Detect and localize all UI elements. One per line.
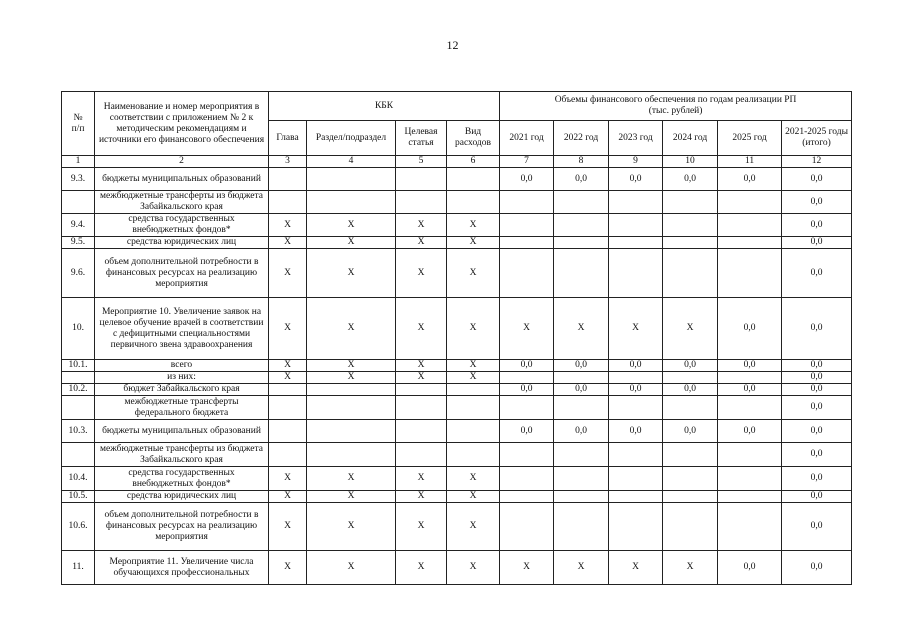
column-number: 7 [500, 156, 554, 168]
row-cell [447, 384, 500, 396]
table-row [62, 298, 852, 360]
row-cell [718, 372, 782, 384]
row-cell [307, 168, 396, 191]
row-cell: X [269, 551, 307, 585]
row-cell: X [447, 237, 500, 249]
row-cell: X [307, 491, 396, 503]
row-cell: X [307, 298, 396, 360]
row-name: всего [95, 360, 269, 372]
row-number: 9.3. [62, 168, 95, 191]
row-cell [663, 237, 718, 249]
column-number: 3 [269, 156, 307, 168]
row-cell [396, 191, 447, 214]
row-cell: 0,0 [782, 503, 852, 551]
row-cell: X [396, 551, 447, 585]
row-cell [718, 249, 782, 298]
row-name: средства государственных внебюджетных фондов* [95, 214, 269, 237]
row-cell: X [396, 491, 447, 503]
row-cell: 0,0 [782, 467, 852, 491]
row-cell: X [447, 491, 500, 503]
row-cell [663, 491, 718, 503]
row-cell [609, 237, 663, 249]
row-cell: 0,0 [782, 384, 852, 396]
row-cell [447, 443, 500, 467]
row-cell: 0,0 [500, 360, 554, 372]
row-cell [500, 237, 554, 249]
row-cell [554, 249, 609, 298]
row-cell [500, 491, 554, 503]
column-number: 5 [396, 156, 447, 168]
row-cell [663, 249, 718, 298]
row-cell [269, 191, 307, 214]
column-number-row [62, 156, 852, 168]
row-cell: X [554, 551, 609, 585]
row-name: бюджеты муниципальных образований [95, 168, 269, 191]
row-cell [718, 396, 782, 420]
row-cell: X [663, 551, 718, 585]
row-cell: 0,0 [782, 360, 852, 372]
row-cell [554, 214, 609, 237]
row-cell: X [307, 551, 396, 585]
table-row [62, 443, 852, 467]
row-cell: 0,0 [554, 168, 609, 191]
row-cell: X [396, 214, 447, 237]
header-year-total: 2021-2025 годы (итого) [782, 121, 852, 156]
row-cell [307, 420, 396, 443]
row-cell: 0,0 [554, 360, 609, 372]
row-name: Мероприятие 10. Увеличение заявок на целевое обучение врачей в соответствии с дефицитными специальностями первичного звена здравоохранения [95, 298, 269, 360]
row-cell: X [269, 372, 307, 384]
table-row [62, 237, 852, 249]
row-cell: 0,0 [554, 420, 609, 443]
row-cell: 0,0 [782, 443, 852, 467]
row-name: Мероприятие 11. Увеличение числа обучающихся профессиональных [95, 551, 269, 585]
row-cell [609, 443, 663, 467]
row-cell [269, 168, 307, 191]
row-cell [718, 443, 782, 467]
column-number: 6 [447, 156, 500, 168]
row-name: бюджеты муниципальных образований [95, 420, 269, 443]
row-cell [718, 467, 782, 491]
column-number: 12 [782, 156, 852, 168]
row-cell [663, 467, 718, 491]
header-kbk: КБК [269, 92, 500, 121]
row-cell: 0,0 [718, 168, 782, 191]
row-cell [718, 214, 782, 237]
row-name: объем дополнительной потребности в финансовых ресурсах на реализацию мероприятия [95, 249, 269, 298]
row-cell [609, 467, 663, 491]
row-cell: 0,0 [718, 298, 782, 360]
row-cell: 0,0 [663, 360, 718, 372]
row-cell [663, 503, 718, 551]
row-cell [396, 384, 447, 396]
row-cell: X [269, 237, 307, 249]
table-row [62, 360, 852, 372]
row-number: 10.6. [62, 503, 95, 551]
row-cell [663, 372, 718, 384]
row-cell [396, 396, 447, 420]
header-razdel: Раздел/подраздел [307, 121, 396, 156]
row-cell [500, 214, 554, 237]
table-row [62, 372, 852, 384]
row-cell [269, 443, 307, 467]
row-cell: 0,0 [782, 372, 852, 384]
row-cell: X [269, 249, 307, 298]
row-number: 9.6. [62, 249, 95, 298]
row-cell [447, 396, 500, 420]
row-name: из них: [95, 372, 269, 384]
row-number: 11. [62, 551, 95, 585]
table-row [62, 467, 852, 491]
row-cell: 0,0 [782, 420, 852, 443]
row-cell: X [609, 551, 663, 585]
row-cell: 0,0 [718, 384, 782, 396]
header-vid: Вид расходов [447, 121, 500, 156]
row-cell [500, 503, 554, 551]
row-cell: X [396, 503, 447, 551]
row-cell: X [663, 298, 718, 360]
row-cell [554, 191, 609, 214]
row-cell: 0,0 [609, 168, 663, 191]
financing-table [61, 91, 852, 585]
row-cell: 0,0 [718, 420, 782, 443]
table-row [62, 249, 852, 298]
header-year-2023: 2023 год [609, 121, 663, 156]
row-cell [663, 214, 718, 237]
row-cell [554, 443, 609, 467]
row-cell: X [396, 237, 447, 249]
header-finance: Объемы финансового обеспечения по годам реализации РП (тыс. рублей) [500, 92, 852, 121]
row-cell: X [500, 551, 554, 585]
table-row [62, 384, 852, 396]
row-cell [718, 237, 782, 249]
row-number: 10.5. [62, 491, 95, 503]
page-number: 12 [446, 38, 459, 52]
row-cell [609, 372, 663, 384]
row-cell [609, 249, 663, 298]
row-cell [718, 503, 782, 551]
column-number: 4 [307, 156, 396, 168]
row-cell: X [396, 360, 447, 372]
row-cell [307, 396, 396, 420]
row-cell: X [447, 551, 500, 585]
header-statya: Целевая статья [396, 121, 447, 156]
row-number: 10.1. [62, 360, 95, 372]
column-number: 11 [718, 156, 782, 168]
table-row [62, 396, 852, 420]
row-cell: X [269, 503, 307, 551]
table-row [62, 214, 852, 237]
column-number: 8 [554, 156, 609, 168]
row-number [62, 191, 95, 214]
row-cell: X [269, 360, 307, 372]
row-cell [554, 491, 609, 503]
row-cell: 0,0 [782, 551, 852, 585]
row-number [62, 372, 95, 384]
table-row [62, 168, 852, 191]
row-number: 10. [62, 298, 95, 360]
row-name: объем дополнительной потребности в финансовых ресурсах на реализацию мероприятия [95, 503, 269, 551]
row-cell [396, 168, 447, 191]
row-name: средства юридических лиц [95, 237, 269, 249]
row-cell [447, 168, 500, 191]
row-number: 9.5. [62, 237, 95, 249]
row-cell: 0,0 [500, 420, 554, 443]
header-year-2022: 2022 год [554, 121, 609, 156]
row-cell [609, 396, 663, 420]
column-number: 1 [62, 156, 95, 168]
row-name: межбюджетные трансферты из бюджета Забайкальского края [95, 443, 269, 467]
row-cell: X [269, 298, 307, 360]
row-cell: X [447, 249, 500, 298]
row-cell: X [500, 298, 554, 360]
row-cell: X [554, 298, 609, 360]
row-cell [500, 443, 554, 467]
row-cell [269, 384, 307, 396]
row-cell [554, 372, 609, 384]
row-cell [718, 491, 782, 503]
row-cell [554, 467, 609, 491]
row-cell [554, 237, 609, 249]
row-cell: 0,0 [609, 360, 663, 372]
row-cell: 0,0 [782, 396, 852, 420]
row-name: межбюджетные трансферты федерального бюджета [95, 396, 269, 420]
row-cell [609, 214, 663, 237]
row-cell [554, 503, 609, 551]
row-cell: X [447, 298, 500, 360]
column-number: 2 [95, 156, 269, 168]
row-cell: X [307, 360, 396, 372]
table-row [62, 551, 852, 585]
header-name: Наименование и номер мероприятия в соответствии с приложением № 2 к методическим рекомендациям и источники его финансового обеспечения [95, 92, 269, 156]
row-number: 9.4. [62, 214, 95, 237]
row-cell [663, 191, 718, 214]
row-cell: X [269, 214, 307, 237]
row-cell: 0,0 [782, 249, 852, 298]
row-cell [447, 191, 500, 214]
row-cell: 0,0 [782, 191, 852, 214]
row-number [62, 396, 95, 420]
row-cell: 0,0 [782, 214, 852, 237]
row-cell [396, 443, 447, 467]
row-cell [718, 191, 782, 214]
row-cell: X [396, 467, 447, 491]
row-number: 10.2. [62, 384, 95, 396]
header-year-2025: 2025 год [718, 121, 782, 156]
row-cell [269, 420, 307, 443]
row-cell: 0,0 [782, 237, 852, 249]
row-number [62, 443, 95, 467]
row-cell: 0,0 [500, 168, 554, 191]
row-cell: 0,0 [782, 491, 852, 503]
row-cell: X [447, 467, 500, 491]
row-cell [554, 396, 609, 420]
row-cell [500, 249, 554, 298]
row-cell: X [396, 372, 447, 384]
row-cell [609, 503, 663, 551]
row-cell [609, 191, 663, 214]
row-cell [396, 420, 447, 443]
row-cell: X [269, 491, 307, 503]
column-number: 9 [609, 156, 663, 168]
row-cell [307, 384, 396, 396]
row-cell [307, 443, 396, 467]
row-cell: X [447, 503, 500, 551]
row-cell: 0,0 [782, 168, 852, 191]
row-cell: X [307, 467, 396, 491]
row-cell: 0,0 [663, 168, 718, 191]
row-cell [500, 467, 554, 491]
row-name: бюджет Забайкальского края [95, 384, 269, 396]
table-row [62, 503, 852, 551]
row-name: межбюджетные трансферты из бюджета Забайкальского края [95, 191, 269, 214]
header-year-2024: 2024 год [663, 121, 718, 156]
row-number: 10.3. [62, 420, 95, 443]
table-body [62, 168, 852, 585]
header-year-2021: 2021 год [500, 121, 554, 156]
row-cell [663, 396, 718, 420]
row-cell: X [307, 214, 396, 237]
row-cell [269, 396, 307, 420]
row-number: 10.4. [62, 467, 95, 491]
row-cell: 0,0 [782, 298, 852, 360]
row-cell [307, 191, 396, 214]
row-cell [447, 420, 500, 443]
row-cell: X [447, 372, 500, 384]
row-cell: X [307, 372, 396, 384]
row-cell: X [307, 237, 396, 249]
row-cell: X [609, 298, 663, 360]
row-cell: X [396, 249, 447, 298]
row-cell: X [307, 503, 396, 551]
row-cell: X [269, 467, 307, 491]
row-cell: 0,0 [500, 384, 554, 396]
header-glava: Глава [269, 121, 307, 156]
row-cell [500, 396, 554, 420]
row-name: средства юридических лиц [95, 491, 269, 503]
row-cell: 0,0 [718, 360, 782, 372]
column-number: 10 [663, 156, 718, 168]
row-cell: 0,0 [663, 420, 718, 443]
row-cell [500, 191, 554, 214]
row-cell: 0,0 [609, 384, 663, 396]
row-cell: 0,0 [663, 384, 718, 396]
row-cell: 0,0 [609, 420, 663, 443]
row-cell [609, 491, 663, 503]
table-row [62, 420, 852, 443]
row-cell: X [396, 298, 447, 360]
row-name: средства государственных внебюджетных фондов* [95, 467, 269, 491]
row-cell: X [307, 249, 396, 298]
row-cell [663, 443, 718, 467]
row-cell: 0,0 [718, 551, 782, 585]
header-num: № п/п [62, 92, 95, 156]
table-row [62, 491, 852, 503]
table-row [62, 191, 852, 214]
row-cell: X [447, 214, 500, 237]
row-cell: X [447, 360, 500, 372]
row-cell: 0,0 [554, 384, 609, 396]
row-cell [500, 372, 554, 384]
